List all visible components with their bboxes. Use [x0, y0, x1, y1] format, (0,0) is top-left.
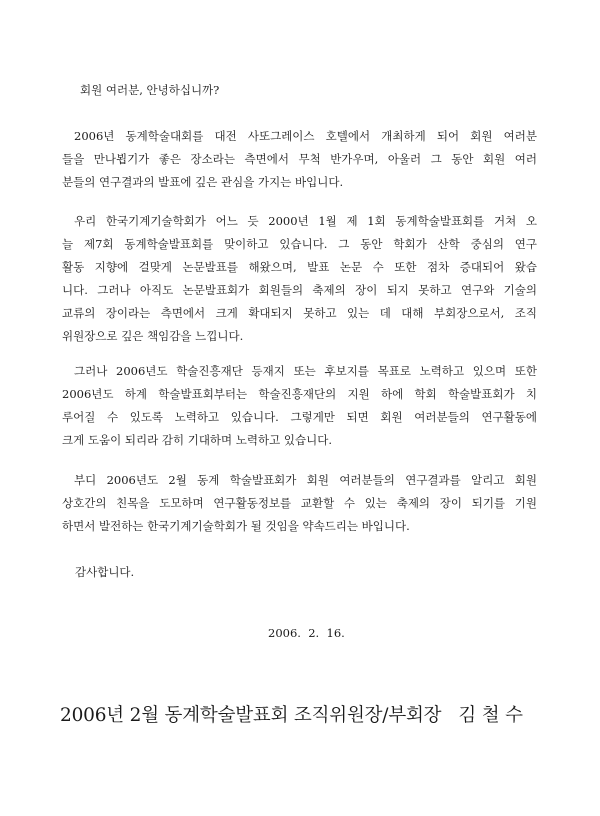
paragraph-line: 2006년 동계학술대회를 대전 사또그레이스 호텔에서 개최하게 되어 회원 여러분	[74, 129, 537, 143]
paragraph-line: 분들의 연구결과의 발표에 깊은 관심을 가지는 바입니다.	[62, 175, 344, 189]
paragraph-line: 상호간의 친목을 도모하며 연구활동정보를 교환할 수 있는 축제의 장이 되기를 기원	[62, 496, 537, 510]
letter-date: 2006. 2. 16.	[268, 626, 345, 640]
greeting: 회원 여러분, 안녕하십니까?	[80, 83, 220, 97]
paragraph-line: 그러나 2006년도 학술진흥재단 등재지 또는 후보지를 목표로 노력하고 있으며 또한	[74, 364, 537, 378]
paragraph-line: 위원장으로 깊은 책임감을 느낍니다.	[62, 329, 244, 343]
paragraph-goals	[62, 360, 537, 452]
paragraph-line: 2006년도 하계 학술발표회부터는 학술진흥재단의 지원 하에 학회 학술발표회가 치	[62, 387, 537, 401]
paragraph-line: 들을 만나뵙기가 좋은 장소라는 측면에서 무척 반가우며, 아울러 그 동안 회원 여러	[62, 152, 537, 166]
paragraph-line: 하면서 발전하는 한국기계기술학회가 될 것임을 약속드리는 바입니다.	[62, 519, 410, 533]
paragraph-line: 늘 제7회 동계학술발표회를 맞이하고 있습니다. 그 동안 학회가 산학 중심의 연구	[62, 237, 537, 251]
paragraph-line: 교류의 장이라는 측면에서 크게 확대되지 못하고 있는 데 대해 부회장으로서, 조직	[62, 306, 537, 320]
paragraph-line: 니다. 그러나 아직도 논문발표회가 회원들의 축제의 장이 되지 못하고 연구와 기술의	[62, 283, 537, 297]
paragraph-wishes	[62, 469, 537, 538]
paragraph-line: 우리 한국기계기술학회가 어느 듯 2000년 1월 제 1회 동계학술발표회를 거쳐 오	[74, 214, 537, 228]
paragraph-line: 크게 도움이 되리라 감히 기대하며 노력하고 있습니다.	[62, 433, 332, 447]
closing-text: 감사합니다.	[75, 565, 135, 579]
paragraph-opening	[62, 125, 537, 194]
paragraph-line: 루어질 수 있도록 노력하고 있습니다. 그렇게만 되면 회원 여러분들의 연구활동에	[62, 410, 537, 424]
signature-line: 2006년 2월 동계학술발표회 조직위원장/부회장 김 철 수	[60, 705, 523, 726]
paragraph-line: 부디 2006년도 2월 동계 학술발표회가 회원 여러분들의 연구결과를 알리고 회원	[74, 473, 537, 487]
paragraph-history	[62, 210, 537, 348]
paragraph-line: 활동 지향에 걸맞게 논문발표를 해왔으며, 발표 논문 수 또한 점차 증대되어 왔습	[62, 260, 537, 274]
